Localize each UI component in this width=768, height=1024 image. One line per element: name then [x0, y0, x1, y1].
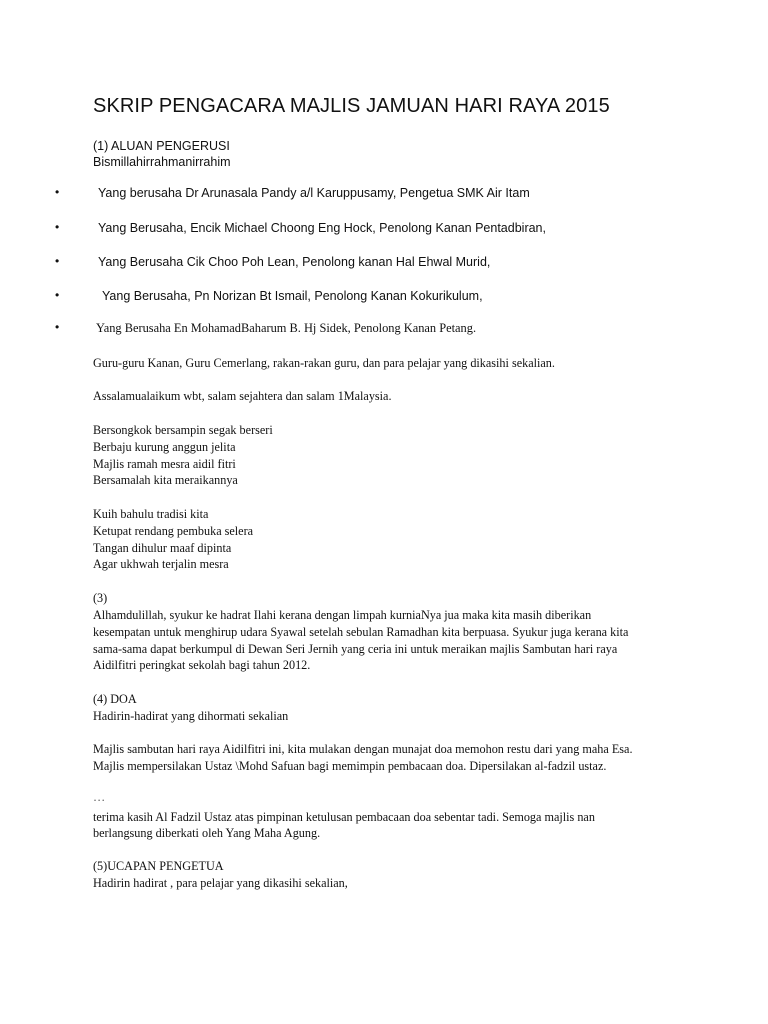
pantun-line: Tangan dihulur maaf dipinta [93, 541, 232, 555]
bullet-icon: • [55, 185, 60, 199]
pantun-line: Kuih bahulu tradisi kita [93, 507, 209, 521]
section-heading-ucapan: (5)UCAPAN PENGETUA [93, 859, 224, 873]
list-item-text: Yang Berusaha, Pn Norizan Bt Ismail, Penolong Kanan Kokurikulum, [102, 289, 483, 303]
paragraph-line: Majlis sambutan hari raya Aidilfitri ini, kita mulakan dengan munajat doa memohon restu dari yang maha Esa. [93, 742, 633, 756]
address-line: Hadirin hadirat , para pelajar yang dikasihi sekalian, [93, 876, 348, 890]
pantun-line: Bersongkok bersampin segak berseri [93, 423, 273, 437]
section-heading-doa: (4) DOA [93, 692, 137, 706]
section-heading-3: (3) [93, 591, 108, 605]
paragraph-line: Alhamdulillah, syukur ke hadrat Ilahi kerana dengan limpah kurniaNya jua maka kita masih diberikan [93, 608, 592, 622]
paragraph-line: terima kasih Al Fadzil Ustaz atas pimpinan ketulusan pembacaan doa sebentar tadi. Semoga majlis nan [93, 810, 595, 824]
list-item-text: Yang Berusaha, Encik Michael Choong Eng Hock, Penolong Kanan Pentadbiran, [98, 221, 546, 235]
pantun-line: Berbaju kurung anggun jelita [93, 440, 236, 454]
list-item-text: Yang Berusaha Cik Choo Poh Lean, Penolong kanan Hal Ehwal Murid, [98, 255, 491, 269]
pantun-line: Majlis ramah mesra aidil fitri [93, 457, 236, 471]
list-item-text: Yang Berusaha En MohamadBaharum B. Hj Sidek, Penolong Kanan Petang. [96, 321, 477, 335]
ellipsis: … [93, 790, 106, 804]
opening-basmalah: Bismillahirrahmanirrahim [93, 155, 231, 169]
paragraph-line: Majlis mempersilakan Ustaz \Mohd Safuan bagi memimpin pembacaan doa. Dipersilakan al-fadzil ustaz. [93, 759, 607, 773]
paragraph-line: berlangsung diberkati oleh Yang Maha Agung. [93, 826, 321, 840]
bullet-icon: • [55, 288, 60, 302]
bullet-icon: • [55, 320, 60, 334]
paragraph-line: kesempatan untuk menghirup udara Syawal setelah sebulan Ramadhan kita berpuasa. Syukur juga kerana kita [93, 625, 629, 639]
pantun-line: Agar ukhwah terjalin mesra [93, 557, 229, 571]
address-line: Hadirin-hadirat yang dihormati sekalian [93, 709, 289, 723]
greeting-line: Guru-guru Kanan, Guru Cemerlang, rakan-rakan guru, dan para pelajar yang dikasihi sekalian. [93, 356, 555, 370]
paragraph-line: sama-sama dapat berkumpul di Dewan Seri Jernih yang ceria ini untuk meraikan majlis Sambutan hari raya [93, 642, 618, 656]
document-title: SKRIP PENGACARA MAJLIS JAMUAN HARI RAYA 2015 [93, 95, 610, 117]
bullet-icon: • [55, 220, 60, 234]
paragraph-line: Aidilfitri peringkat sekolah bagi tahun 2012. [93, 658, 311, 672]
section-heading-aluan: (1) ALUAN PENGERUSI [93, 139, 230, 153]
bullet-icon: • [55, 254, 60, 268]
salam-line: Assalamualaikum wbt, salam sejahtera dan salam 1Malaysia. [93, 389, 392, 403]
list-item-text: Yang berusaha Dr Arunasala Pandy a/l Karuppusamy, Pengetua SMK Air Itam [98, 186, 530, 200]
pantun-line: Bersamalah kita meraikannya [93, 473, 238, 487]
pantun-line: Ketupat rendang pembuka selera [93, 524, 254, 538]
